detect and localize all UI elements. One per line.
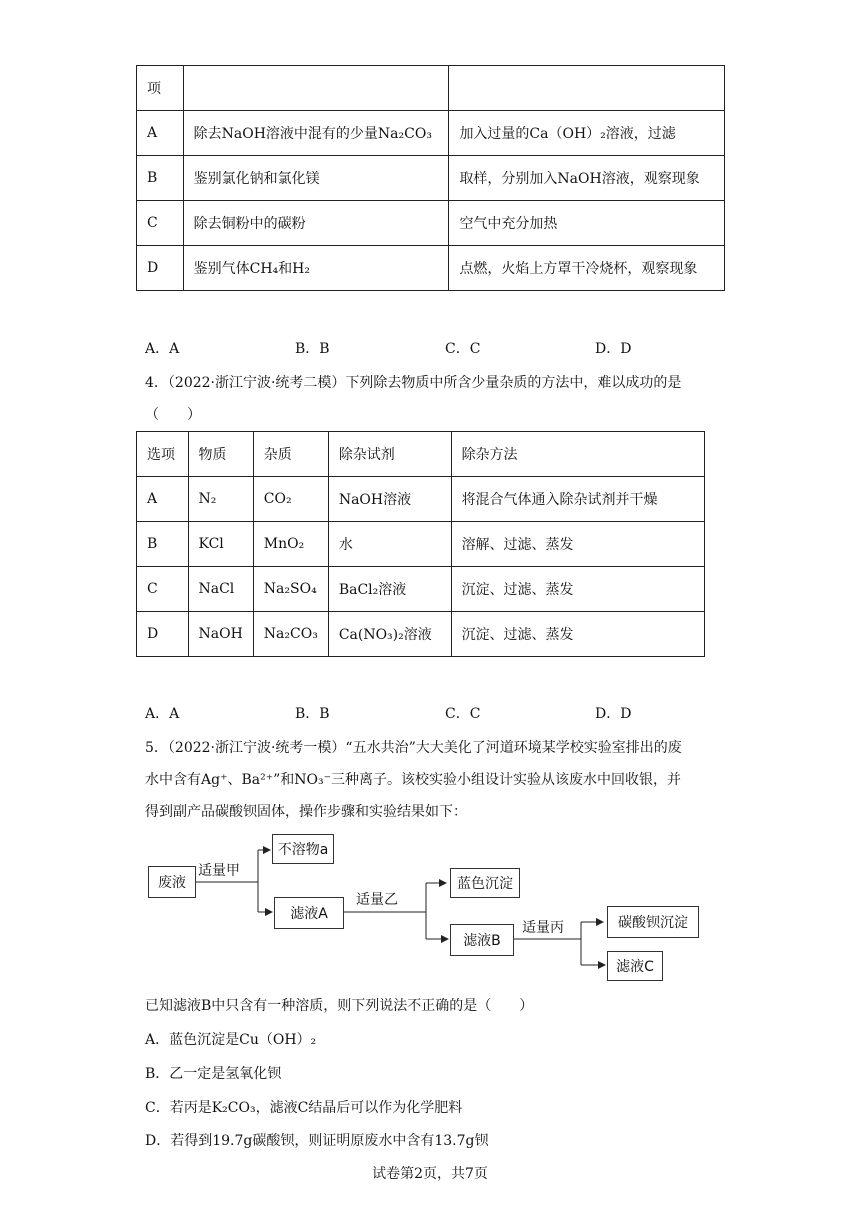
flow-node-insoluble: 不溶物a	[272, 834, 334, 864]
table-cell: N₂	[188, 477, 253, 522]
table-cell: C	[137, 567, 189, 612]
q5-stem: 水中含有Ag⁺、Ba²⁺”和NO₃⁻三种离子。该校实验小组设计实验从该废水中回收银，并	[145, 772, 681, 788]
flow-label-reagent1: 适量甲	[198, 863, 240, 879]
table-cell: B	[137, 156, 184, 201]
table-cell: 取样，分别加入NaOH溶液，观察现象	[449, 156, 725, 201]
q4-stem: 4．（2022·浙江宁波·统考二模）下列除去物质中所含少量杂质的方法中，难以成功的是	[145, 375, 682, 391]
table-cell: 点燃，火焰上方罩干冷烧杯，观察现象	[449, 246, 725, 291]
table-cell: 水	[328, 522, 451, 567]
table-cell: Na₂CO₃	[253, 612, 328, 657]
column-header: 除杂方法	[451, 432, 704, 477]
table-cell: 除去NaOH溶液中混有的少量Na₂CO₃	[183, 111, 449, 156]
q4-option-b[interactable]: B．B	[295, 706, 330, 722]
flow-node-blue-precipitate: 蓝色沉淀	[450, 868, 520, 898]
q3-option-c[interactable]: C．C	[445, 341, 481, 357]
table-cell: NaCl	[188, 567, 253, 612]
q3-option-d[interactable]: D．D	[595, 341, 632, 357]
q3-option-b[interactable]: B．B	[295, 341, 330, 357]
table-cell: 将混合气体通入除杂试剂并干燥	[451, 477, 704, 522]
table-cell: B	[137, 522, 189, 567]
flow-node-filtrate-c: 滤液C	[607, 951, 663, 981]
table-cell: Na₂SO₄	[253, 567, 328, 612]
q5-option-d[interactable]: D．若得到19.7g碳酸钡，则证明原废水中含有13.7g钡	[145, 1133, 489, 1149]
table-cell: 空气中充分加热	[449, 201, 725, 246]
flow-node-waste: 废液	[148, 866, 196, 898]
table-cell: 除去铜粉中的碳粉	[183, 201, 449, 246]
q5-option-c[interactable]: C．若丙是K₂CO₃，滤液C结晶后可以作为化学肥料	[145, 1100, 463, 1116]
table-cell: 沉淀、过滤、蒸发	[451, 612, 704, 657]
flow-node-filtrate-b: 滤液B	[450, 924, 514, 956]
table-cell: BaCl₂溶液	[328, 567, 451, 612]
table-cell: KCl	[188, 522, 253, 567]
column-header: 选项	[137, 432, 189, 477]
q5-option-a[interactable]: A．蓝色沉淀是Cu（OH）₂	[145, 1032, 317, 1048]
column-header: 除杂试剂	[328, 432, 451, 477]
table-cell: NaOH	[188, 612, 253, 657]
table-cell: 项	[137, 66, 184, 111]
table-cell: NaOH溶液	[328, 477, 451, 522]
page-footer: 试卷第2页，共7页	[372, 1166, 488, 1182]
q4-stem-blank: （ ）	[145, 407, 201, 423]
q3-option-a[interactable]: A．A	[145, 341, 180, 357]
table-cell: CO₂	[253, 477, 328, 522]
column-header: 杂质	[253, 432, 328, 477]
table-cell: 鉴别气体CH₄和H₂	[183, 246, 449, 291]
q5-question: 已知滤液B中只含有一种溶质，则下列说法不正确的是（ ）	[145, 998, 534, 1014]
flow-node-filtrate-a: 滤液A	[274, 897, 344, 929]
table-cell: 鉴别氯化钠和氯化镁	[183, 156, 449, 201]
q5-option-b[interactable]: B．乙一定是氢氧化钡	[145, 1066, 282, 1082]
table-cell: MnO₂	[253, 522, 328, 567]
table-cell: 加入过量的Ca（OH）₂溶液，过滤	[449, 111, 725, 156]
q5-stem: 得到副产品碳酸钡固体，操作步骤和实验结果如下：	[145, 804, 467, 820]
table-cell: D	[137, 246, 184, 291]
q4-option-d[interactable]: D．D	[595, 706, 632, 722]
q5-stem: 5．（2022·浙江宁波·统考一模）“五水共治”大大美化了河道环境某学校实验室排出的废	[145, 740, 682, 756]
table-cell: A	[137, 477, 189, 522]
table-cell: D	[137, 612, 189, 657]
table-cell: A	[137, 111, 184, 156]
table-cell: Ca(NO₃)₂溶液	[328, 612, 451, 657]
table-cell: 溶解、过滤、蒸发	[451, 522, 704, 567]
table-cell: C	[137, 201, 184, 246]
flow-node-baco3-precipitate: 碳酸钡沉淀	[607, 906, 699, 938]
flow-label-reagent2: 适量乙	[356, 892, 398, 908]
table-cell: 沉淀、过滤、蒸发	[451, 567, 704, 612]
column-header: 物质	[188, 432, 253, 477]
flow-label-reagent3: 适量丙	[522, 920, 564, 936]
q4-option-a[interactable]: A．A	[145, 706, 180, 722]
q4-option-c[interactable]: C．C	[445, 706, 481, 722]
